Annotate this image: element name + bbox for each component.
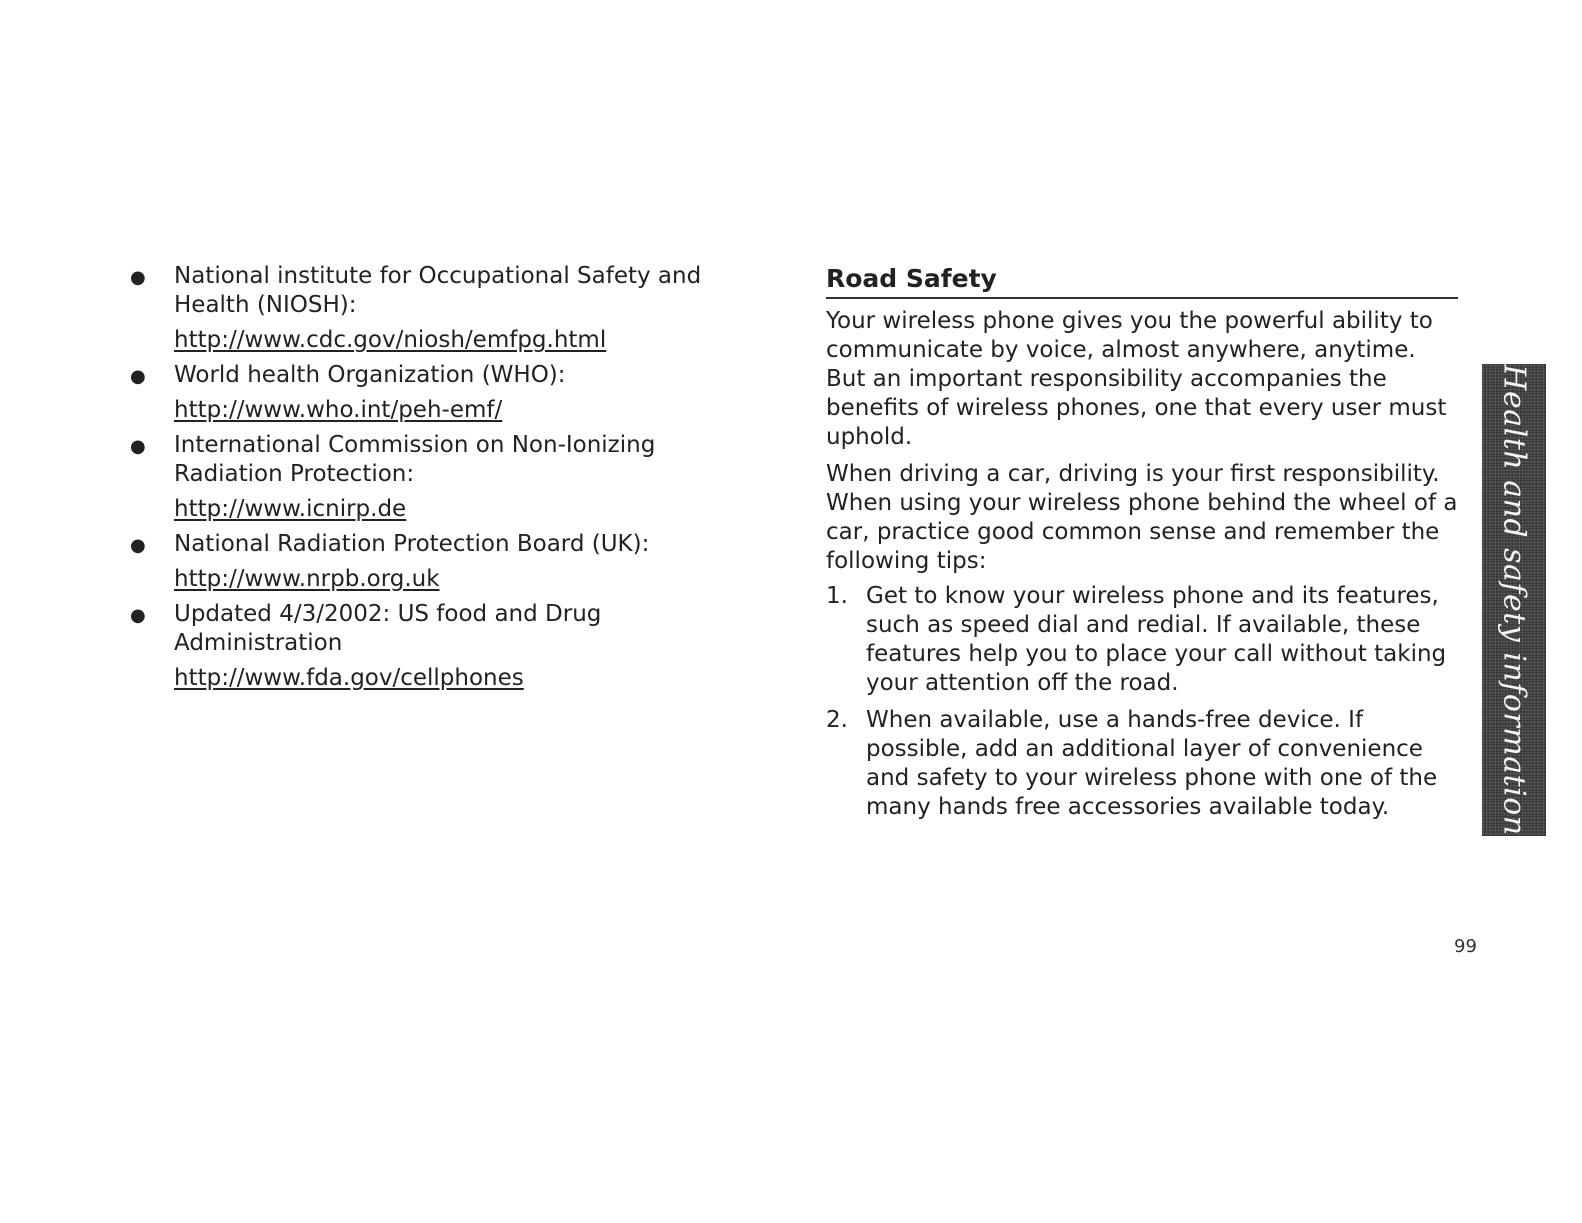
- chapter-tab-label: Health and safety information: [1496, 364, 1532, 836]
- bullet-icon: ●: [130, 605, 146, 626]
- resource-name: International Commission on Non-Ionizing Radiation Protection:: [174, 432, 656, 487]
- tip-text: Get to know your wireless phone and its features, such as speed dial and redial. If available, these features help you to place your call without taking your attention off the road.: [866, 583, 1447, 696]
- list-item: [826, 706, 1458, 822]
- section-title: Road Safety: [826, 262, 1458, 299]
- resource-link[interactable]: http://www.nrpb.org.uk: [174, 566, 440, 592]
- driving-paragraph: When driving a car, driving is your first responsibility. When using your wireless phone behind the wheel of a car, practice good common sense and remember the following tips:: [826, 461, 1458, 574]
- resource-list: [128, 262, 728, 693]
- resource-link[interactable]: http://www.cdc.gov/niosh/emfpg.html: [174, 327, 607, 353]
- bullet-icon: ●: [130, 366, 146, 387]
- resource-link[interactable]: http://www.who.int/peh-emf/: [174, 397, 503, 423]
- resource-column: [128, 262, 728, 699]
- bullet-icon: ●: [130, 436, 146, 457]
- list-item: [128, 530, 728, 594]
- bullet-icon: ●: [130, 267, 146, 288]
- resource-link[interactable]: http://www.fda.gov/cellphones: [174, 665, 524, 691]
- tip-number: 2.: [826, 707, 848, 733]
- bullet-icon: ●: [130, 535, 146, 556]
- chapter-side-tab: [1482, 364, 1546, 836]
- list-item: [128, 262, 728, 355]
- resource-name: National institute for Occupational Safety and Health (NIOSH):: [174, 263, 702, 318]
- intro-paragraph: Your wireless phone gives you the powerful ability to communicate by voice, almost anywhere, anytime. But an important responsibility accompanies the benefits of wireless phones, one that every user must uphold.: [826, 308, 1447, 450]
- resource-name: World health Organization (WHO):: [174, 362, 566, 388]
- resource-link[interactable]: http://www.icnirp.de: [174, 496, 407, 522]
- list-item: [128, 361, 728, 425]
- tips-list: [826, 582, 1458, 822]
- page-number: 99: [1454, 936, 1477, 957]
- resource-name: Updated 4/3/2002: US food and Drug Administration: [174, 601, 602, 656]
- list-item: [826, 582, 1458, 698]
- list-item: [128, 600, 728, 693]
- resource-name: National Radiation Protection Board (UK):: [174, 531, 650, 557]
- tip-number: 1.: [826, 583, 848, 609]
- road-safety-section: [826, 262, 1458, 830]
- list-item: [128, 431, 728, 524]
- tip-text: When available, use a hands-free device. If possible, add an additional layer of convenience and safety to your wireless phone with one of the many hands free accessories available today.: [866, 707, 1438, 820]
